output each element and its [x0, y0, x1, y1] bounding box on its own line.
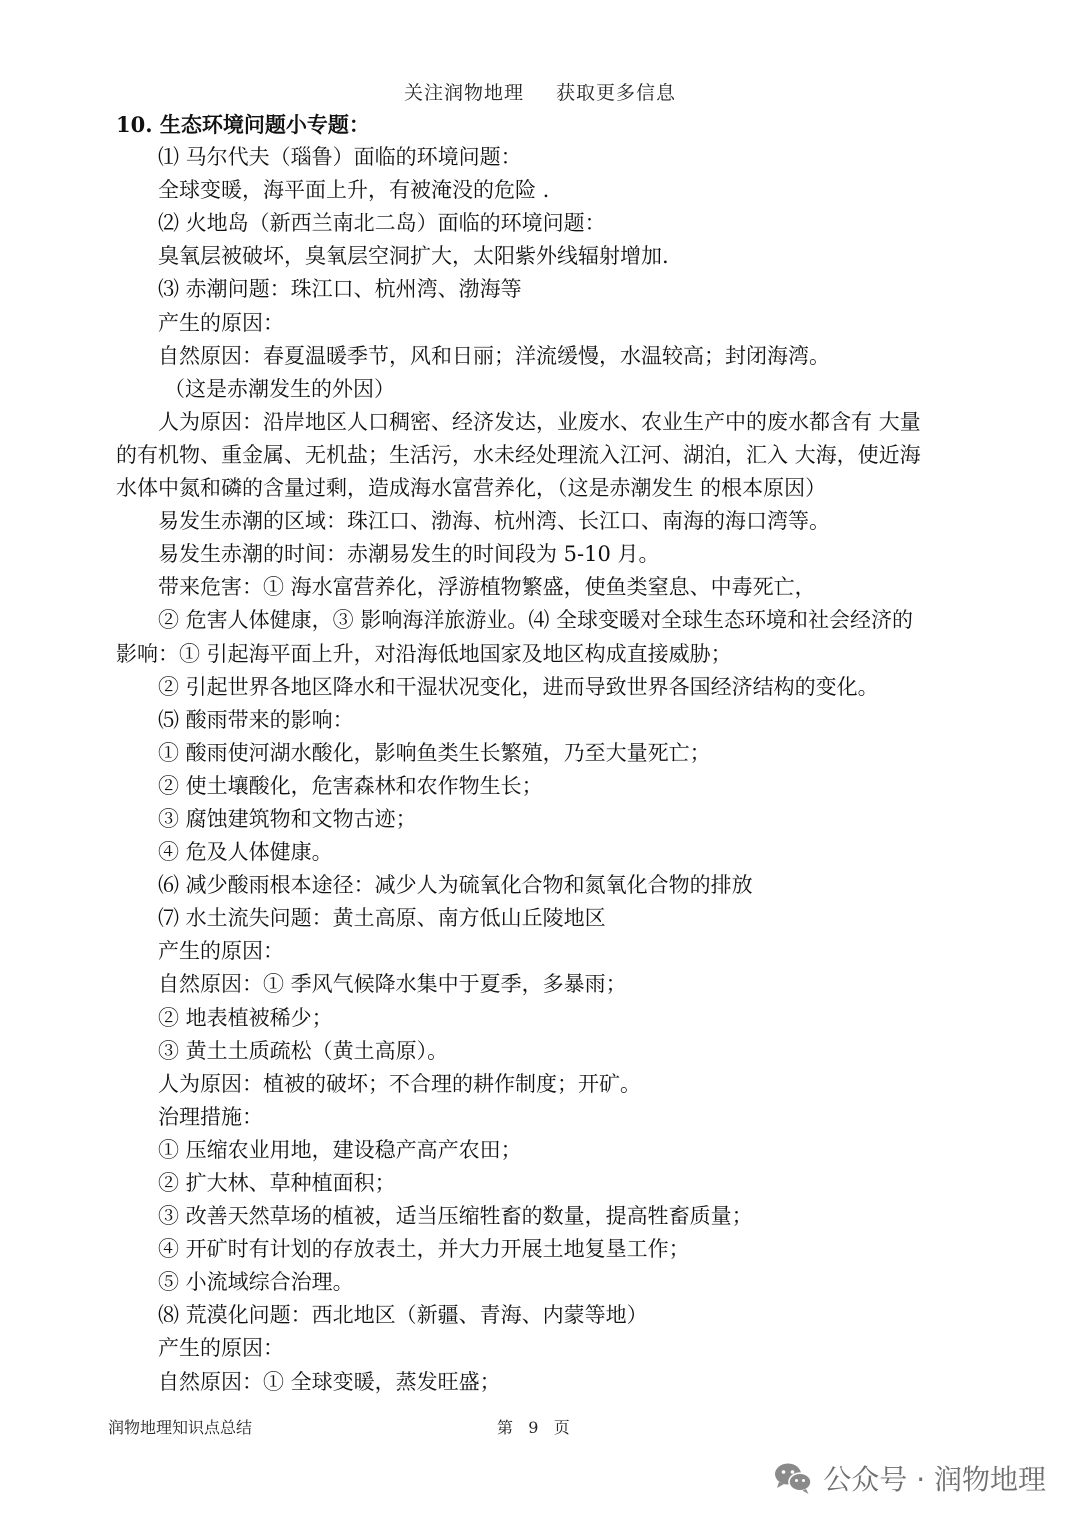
- text-line: 的有机物、重金属、无机盐；生活污，水未经处理流入江河、湖泊，汇入 大海，使近海: [116, 442, 921, 467]
- text-line: 自然原因：春夏温暖季节，风和日丽；洋流缓慢，水温较高；封闭海湾。: [158, 343, 830, 368]
- wechat-watermark: [773, 1458, 1046, 1498]
- text-line: ⑺ 水土流失问题：黄土高原、南方低山丘陵地区: [158, 906, 606, 931]
- page-suffix: 页: [553, 1418, 570, 1437]
- text-line: 自然原因：① 季风气候降水集中于夏季，多暴雨；: [158, 972, 627, 997]
- page-header: [0, 78, 1080, 105]
- text-line: 水体中氮和磷的含量过剩，造成海水富营养化，（这是赤潮发生 的根本原因）: [116, 476, 827, 501]
- text-line: 产生的原因：: [158, 939, 284, 964]
- text-line: 人为原因：沿岸地区人口稠密、经济发达，业废水、农业生产中的废水都含有 大量: [158, 409, 921, 434]
- text-line: ⑸ 酸雨带来的影响：: [158, 707, 354, 732]
- text-line: ⑤ 小流域综合治理。: [158, 1270, 354, 1295]
- text-line: 治理措施：: [158, 1104, 263, 1129]
- wechat-icon: [773, 1461, 813, 1495]
- text-line: ① 压缩农业用地，建设稳产高产农田；: [158, 1137, 522, 1162]
- text-line: ⑴ 马尔代夫（瑙鲁）面临的环境问题：: [158, 145, 522, 170]
- page-number-label: [497, 1415, 570, 1438]
- text-line: ⑹ 减少酸雨根本途径：减少人为硫氧化合物和氮氧化合物的排放: [158, 873, 753, 898]
- text-line: 产生的原因：: [158, 310, 284, 335]
- text-line: ③ 黄土土质疏松（黄土高原）。: [158, 1038, 449, 1063]
- footer-title: 润物地理知识点总结: [108, 1418, 253, 1437]
- text-line: ③ 改善天然草场的植被，适当压缩牲畜的数量，提高牲畜质量；: [158, 1204, 753, 1229]
- text-line: 臭氧层被破坏，臭氧层空洞扩大，太阳紫外线辐射增加.: [158, 244, 669, 269]
- text-line: ② 引起世界各地区降水和干湿状况变化，进而导致世界各国经济结构的变化。: [158, 674, 879, 699]
- text-line: 带来危害：① 海水富营养化，浮游植物繁盛，使鱼类窒息、中毒死亡，: [158, 575, 816, 600]
- watermark-text: 公众号 · 润物地理: [823, 1463, 1046, 1496]
- text-line: 产生的原因：: [158, 1336, 284, 1361]
- text-line: ② 地表植被稀少；: [158, 1005, 333, 1030]
- text-line: 易发生赤潮的时间：赤潮易发生的时间段为 5-10 月。: [158, 542, 660, 567]
- text-line: ⑶ 赤潮问题：珠江口、杭州湾、渤海等: [158, 277, 522, 302]
- header-left-text: 关注润物地理: [403, 82, 524, 104]
- header-right-text: 获取更多信息: [556, 82, 677, 104]
- text-line: 全球变暖，海平面上升，有被淹没的危险 .: [158, 178, 550, 203]
- section-title: 10. 生态环境问题小专题：: [116, 112, 370, 137]
- page-number: 9: [528, 1418, 539, 1437]
- text-line: （这是赤潮发生的外因）: [164, 376, 395, 401]
- text-line: ④ 危及人体健康。: [158, 840, 333, 865]
- text-line: ② 扩大林、草种植面积；: [158, 1171, 396, 1195]
- text-line: ① 酸雨使河湖水酸化，影响鱼类生长繁殖，乃至大量死亡；: [158, 740, 711, 765]
- text-line: ⑵ 火地岛（新西兰南北二岛）面临的环境问题：: [158, 211, 606, 236]
- text-line: 影响：① 引起海平面上升，对沿海低地国家及地区构成直接威胁；: [116, 641, 732, 666]
- text-line: 人为原因：植被的破坏；不合理的耕作制度；开矿。: [158, 1071, 641, 1096]
- text-line: ② 危害人体健康，③ 影响海洋旅游业。⑷ 全球变暖对全球生态环境和社会经济的: [158, 608, 914, 633]
- text-line: ⑻ 荒漠化问题：西北地区（新疆、青海、内蒙等地）: [158, 1303, 648, 1328]
- text-line: ④ 开矿时有计划的存放表土，并大力开展土地复垦工作；: [158, 1237, 690, 1262]
- text-line: ② 使土壤酸化，危害森林和农作物生长；: [158, 773, 543, 798]
- page-prefix: 第: [497, 1418, 514, 1437]
- text-line: 易发生赤潮的区域：珠江口、渤海、杭州湾、长江口、南海的海口湾等。: [158, 509, 830, 534]
- text-line: 自然原因：① 全球变暖，蒸发旺盛；: [158, 1369, 501, 1394]
- text-line: ③ 腐蚀建筑物和文物古迹；: [158, 806, 417, 831]
- document-body: [116, 108, 961, 1399]
